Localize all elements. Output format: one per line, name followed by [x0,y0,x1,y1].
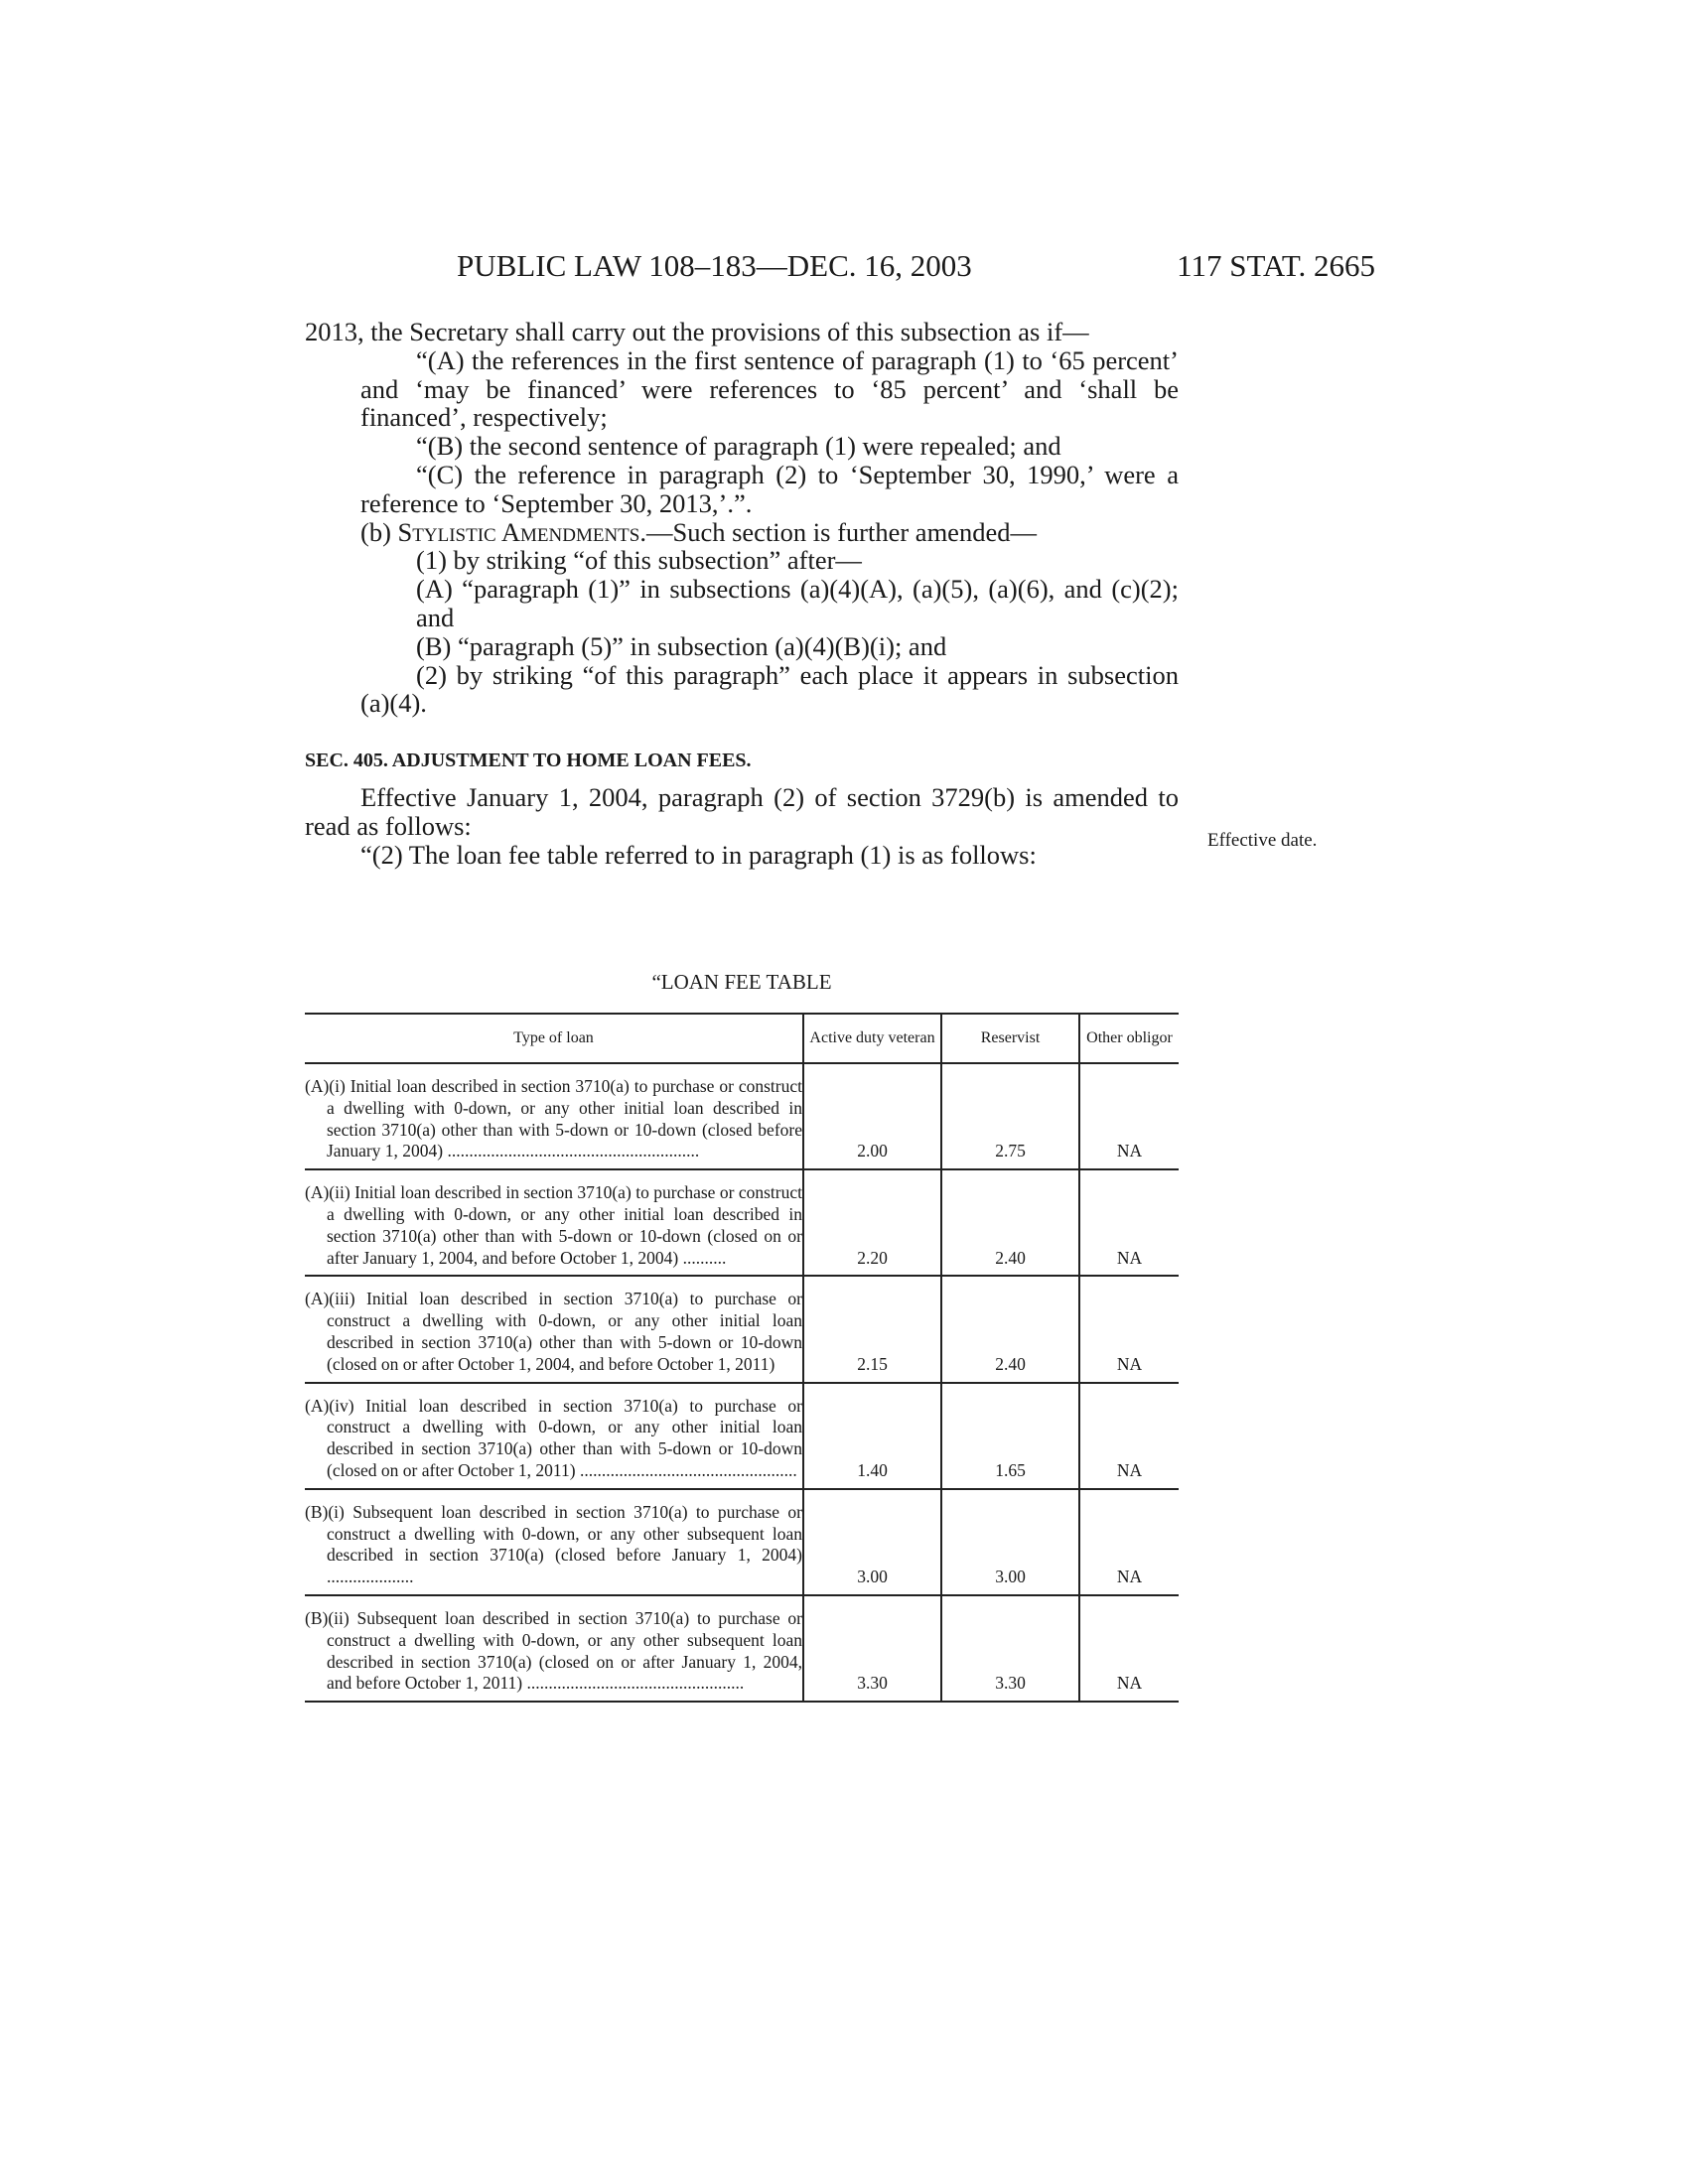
loan-type-cell [305,1489,803,1595]
paragraph: 2013, the Secretary shall carry out the provisions of this subsection as if— [305,317,1089,346]
reservist-fee: 3.30 [941,1595,1079,1702]
other-obligor-fee: NA [1079,1063,1179,1169]
loan-type-cell [305,1169,803,1276]
paragraph-b [305,518,1179,547]
running-head [303,246,1375,290]
paragraph: “(B) the second sentence of paragraph (1) were repealed; and [416,431,1061,462]
margin-note: Effective date. [1207,830,1318,851]
active-duty-fee: 1.40 [803,1383,941,1489]
reservist-fee: 3.00 [941,1489,1079,1595]
stat-page-number: 117 STAT. 2665 [1177,248,1375,283]
paragraph: (A) “paragraph (1)” in subsections (a)(4)(A), (a)(5), (a)(6), and (c)(2); and [416,574,1179,632]
active-duty-fee: 2.00 [803,1063,941,1169]
active-duty-fee: 3.30 [803,1595,941,1702]
table-row [305,1489,1179,1595]
other-obligor-fee: NA [1079,1489,1179,1595]
paragraph: (B) “paragraph (5)” in subsection (a)(4)(B)(i); and [416,630,947,661]
header-reservist: Reservist [941,1014,1079,1063]
loan-type-text: (A)(ii) Initial loan described in section 3710(a) to purchase or construct a dwelling with 0-down, or any other initial loan described in section 3710(a) other than with 5-down or 10-down (closed on or after January 1, 2004, and before October 1, 2004) .......... [305,1182,802,1268]
loan-type-cell [305,1595,803,1702]
loan-type-text: (A)(iv) Initial loan described in section 3710(a) to purchase or construct a dwelling with 0-down, or any other initial loan described in section 3710(a) other than with 5-down or 10-down (closed on or after October 1, 2011) .................................................. [305,1395,802,1480]
loan-type-cell [305,1383,803,1489]
paragraph: (2) by striking “of this paragraph” each place it appears in subsection (a)(4). [360,659,1179,719]
other-obligor-fee: NA [1079,1383,1179,1489]
reservist-fee: 2.75 [941,1063,1079,1169]
table-row [305,1063,1179,1169]
other-obligor-fee: NA [1079,1169,1179,1276]
active-duty-fee: 3.00 [803,1489,941,1595]
loan-type-text: (B)(i) Subsequent loan described in section 3710(a) to purchase or construct a dwelling with 0-down, or any other subsequent loan described in section 3710(a) (closed before January 1, 2004) .................... [305,1501,802,1587]
paragraph: Effective January 1, 2004, paragraph (2) of section 3729(b) is amended to read as follows: [305,782,1179,841]
reservist-fee: 2.40 [941,1276,1079,1382]
header-active-duty-veteran: Active duty veteran [803,1014,941,1063]
loan-fee-table [305,1013,1179,1703]
section-heading: SEC. 405. ADJUSTMENT TO HOME LOAN FEES. [305,750,752,772]
active-duty-fee: 2.20 [803,1169,941,1276]
active-duty-fee: 2.15 [803,1276,941,1382]
loan-type-text: (A)(i) Initial loan described in section 3710(a) to purchase or construct a dwelling with 0-down, or any other initial loan described in section 3710(a) other than with 5-down or 10-down (closed before January 1, 2004) .......................................................... [305,1076,802,1161]
table-row [305,1595,1179,1702]
paragraph: “(2) The loan fee table referred to in paragraph (1) is as follows: [360,839,1037,870]
other-obligor-fee: NA [1079,1595,1179,1702]
other-obligor-fee: NA [1079,1276,1179,1382]
reservist-fee: 2.40 [941,1169,1079,1276]
header-other-obligor: Other obligor [1079,1014,1179,1063]
loan-type-text: (B)(ii) Subsequent loan described in section 3710(a) to purchase or construct a dwelling with 0-down, or any other subsequent loan described in section 3710(a) (closed on or after January 1, 2004, and before October 1, 2011) .................................................. [305,1607,802,1694]
table-header-row [305,1014,1179,1063]
table-row [305,1383,1179,1489]
paragraph-label: (b) [360,516,391,547]
body-text [305,318,1179,870]
paragraph-text: .—Such section is further amended— [639,516,1037,547]
loan-type-cell [305,1063,803,1169]
paragraph: (1) by striking “of this subsection” after— [416,545,862,576]
table-title: “LOAN FEE TABLE [651,970,832,994]
loan-type-cell [305,1276,803,1382]
reservist-fee: 1.65 [941,1383,1079,1489]
table-row [305,1276,1179,1382]
paragraph: “(C) the reference in paragraph (2) to ‘September 30, 1990,’ were a reference to ‘September 30, 2013,’.”. [360,459,1179,518]
header-type-of-loan: Type of loan [305,1014,803,1063]
paragraph-heading: Stylistic Amendments [397,516,640,547]
table-row [305,1169,1179,1276]
paragraph: “(A) the references in the first sentence of paragraph (1) to ‘65 percent’ and ‘may be financed’ were references to ‘85 percent’ and ‘shall be financed’, respectively; [360,344,1179,433]
loan-type-text: (A)(iii) Initial loan described in section 3710(a) to purchase or construct a dwelling with 0-down, or any other initial loan described in section 3710(a) other than with 5-down or 10-down (closed on or after October 1, 2004, and before October 1, 2011) [305,1289,802,1374]
law-title: PUBLIC LAW 108–183—DEC. 16, 2003 [457,248,972,283]
